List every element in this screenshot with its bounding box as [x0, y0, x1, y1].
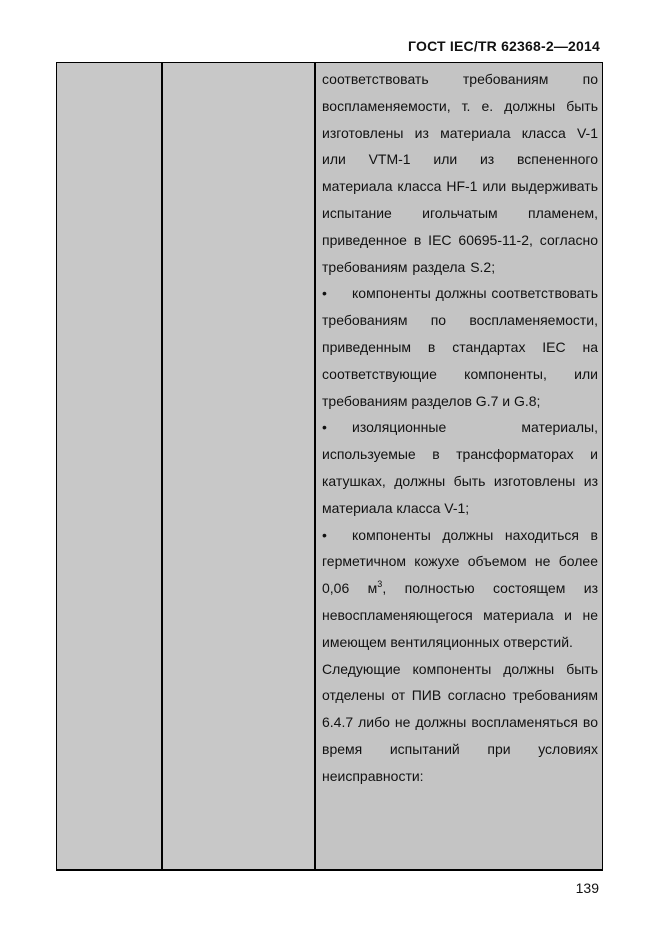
document-standard-code: ГОСТ IEC/TR 62368-2—2014 [408, 38, 600, 54]
bullet-marker: • [322, 285, 327, 302]
table-column-1 [57, 63, 163, 869]
bullet-components [322, 280, 598, 414]
bullet-marker: • [322, 526, 327, 543]
bullet-insulation [322, 414, 598, 521]
table-column-3 [316, 63, 602, 869]
page-number: 139 [575, 880, 599, 896]
bullet-marker: • [322, 419, 327, 436]
superscript-cubic: 3 [377, 579, 383, 590]
table-column-2 [163, 63, 316, 869]
paragraph-flammability: соответствовать требованиям по воспламеняемости, т. е. должны быть изготовлены из материала класса V-1 или VTM-1 или из вспененного материала класса HF-1 или выдерживать испытание игольчатым пламенем, приведенное в IEC 60695-11-2, согласно требованиям раздела S.2; [322, 71, 598, 275]
bullet-enclosure-text-end: , полностью состоящем из невоспламеняющегося материала и не имеющем вентиляционных отверстий. [322, 580, 598, 650]
bullet-insulation-text: изоляционные материалы, используемые в трансформаторах и катушках, должны быть изготовлены из материала класса V-1; [322, 419, 598, 516]
requirements-table [56, 62, 603, 871]
bullet-components-text: компоненты должны соответствовать требованиям по воспламеняемости, приведенным в стандартах IEC на соответствующие компоненты, или требованиям разделов G.7 и G.8; [322, 285, 598, 409]
paragraph-separation: Следующие компоненты должны быть отделены от ПИВ согласно требованиям 6.4.7 либо не должны воспламеняться во время испытаний при условиях неисправности: [322, 660, 598, 784]
bullet-enclosure [322, 522, 598, 656]
bullet-enclosure-text-start: компоненты должны находиться в герметичном кожухе объемом не более 0,06 м [322, 526, 598, 597]
